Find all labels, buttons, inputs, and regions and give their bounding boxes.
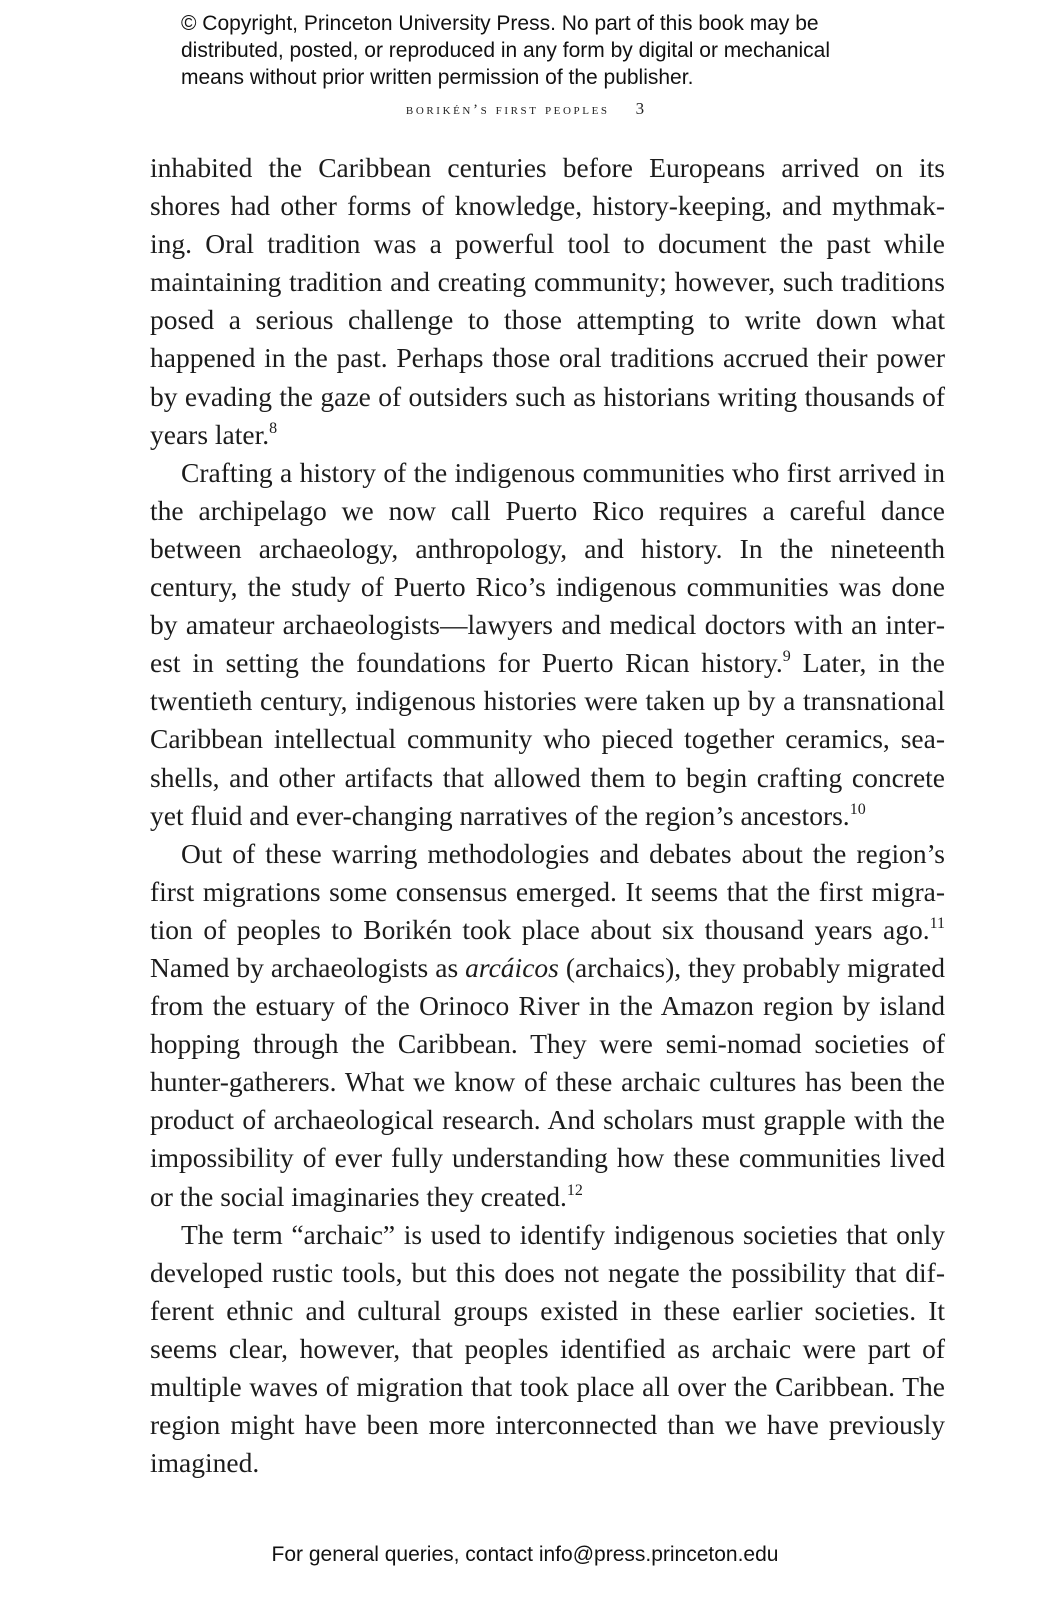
footnote-ref-11[interactable]: 11 [929,914,945,932]
copyright-notice [181,10,901,91]
paragraph-text: Later, in the twentieth century, indigenous histories were taken up by a transnational Caribbean intellectual community who pieced together ceramics, seashells, and other artifacts that allowed them to begin crafting concrete yet fluid and ever-changing narratives of the region’s ancestors. [150,647,945,831]
copyright-line-3: means without prior written permission of the publisher. [181,66,694,89]
copyright-line-1: © Copyright, Princeton University Press. No part of this book may be [181,12,819,35]
paragraph-2 [150,454,945,835]
paragraph-3 [150,835,945,1216]
paragraph-text: (archaics), they probably migrated from the estuary of the Orinoco River in the Amazon region by island hopping through the Caribbean. They were semi-nomad societies of hunter-gatherers. What we know of these archaic cultures has been the product of archaeological research. And scholars must grapple with the impossibility of ever fully understanding how these communities lived or the social imaginaries they created. [150,951,945,1212]
paragraph-4 [150,1216,945,1483]
paragraph-text: inhabited the Caribbean centuries before Europeans arrived on its shores had other forms of knowledge, history-keeping, and mythmaking. Oral tradition was a powerful tool to document the past while maintaining tradition and creating community; however, such traditions posed a serious challenge to those attempting to write down what happened in the past. Perhaps those oral traditions accrued their power by evading the gaze of outsiders such as historians writing thousands of years later. [150,152,945,450]
footnote-ref-12[interactable]: 12 [566,1181,583,1199]
paragraph-text: Crafting a history of the indigenous communities who first arrived in the archipelago we now call Puerto Rico requires a careful dance between archaeology, anthropology, and history. In the nineteenth century, the study of Puerto Rico’s indigenous communities was done by amateur archaeologists—lawyers and medical doctors with an interest in setting the foundations for Puerto Rican history. [150,456,945,679]
page-number: 3 [635,99,645,118]
body-text [150,149,945,1482]
italic-term: arcáicos [465,951,559,983]
copyright-line-2: distributed, posted, or reproduced in any form by digital or mechanical [181,39,831,62]
paragraph-1 [150,149,945,454]
paragraph-text: Out of these warring methodologies and debates about the region’s first migrations some consensus emerged. It seems that the first migration of peoples to Borikén took place about six thousand years ago. [150,837,945,945]
paragraph-text: The term “archaic” is used to identify indigenous societies that only developed rustic tools, but this does not negate the possibility that different ethnic and cultural groups existed in these earlier societies. It seems clear, however, that peoples identified as archaic were part of multiple waves of migration that took place all over the Caribbean. The region might have been more interconnected than we have previously imagined. [150,1218,945,1479]
footnote-ref-9[interactable]: 9 [782,648,791,666]
footnote-ref-10[interactable]: 10 [849,800,866,818]
paragraph-text: Named by archaeologists as [150,951,466,983]
running-head [0,99,1050,119]
footer-contact: For general queries, contact info@press.princeton.edu [271,1543,779,1566]
running-head-title: borikén’s first peoples [405,102,610,118]
footnote-ref-8[interactable]: 8 [269,419,278,437]
